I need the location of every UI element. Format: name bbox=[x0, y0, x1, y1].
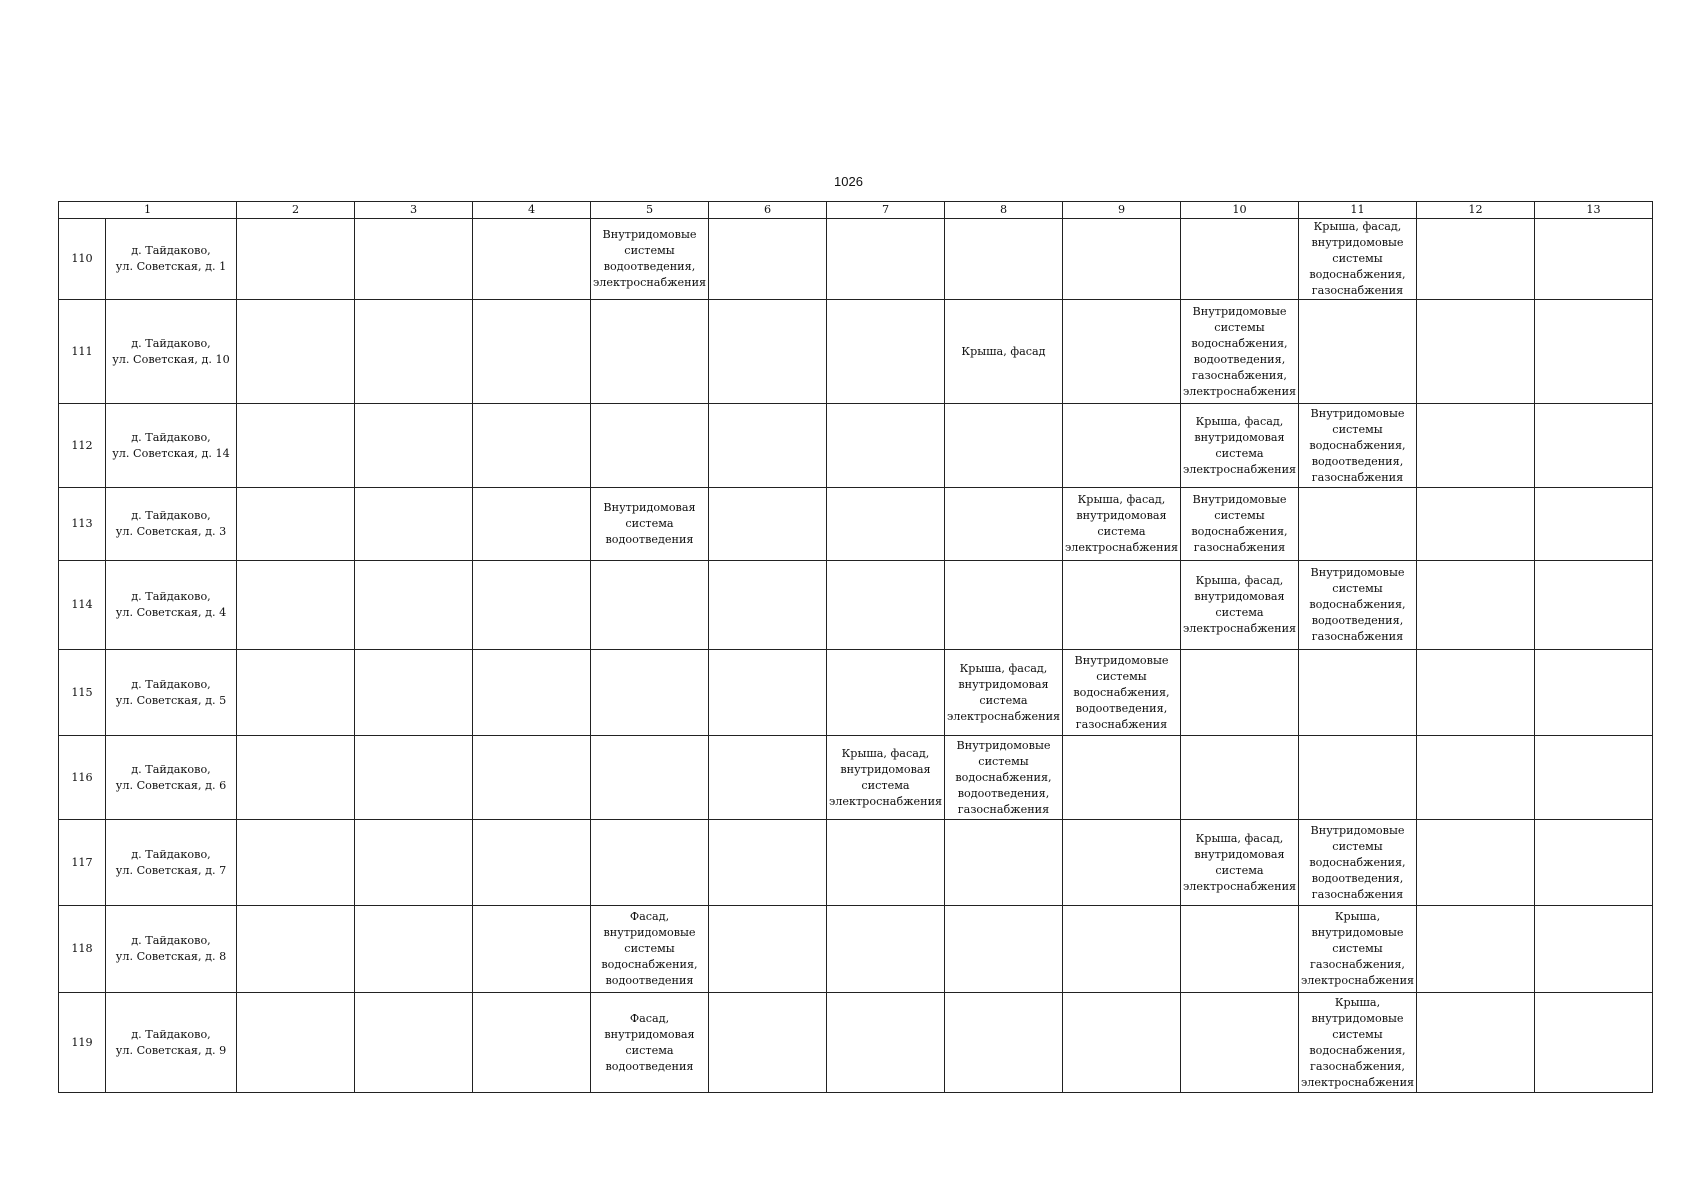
work-cell: Крыша, внутридомовые системы газоснабжения, электроснабжения bbox=[1299, 906, 1417, 993]
work-cell bbox=[1181, 736, 1299, 820]
work-cell bbox=[1181, 650, 1299, 736]
work-cell bbox=[473, 300, 591, 404]
work-cell bbox=[709, 820, 827, 906]
address-cell: д. Тайдаково, ул. Советская, д. 8 bbox=[106, 906, 237, 993]
table-row bbox=[59, 993, 1653, 1093]
work-cell bbox=[945, 820, 1063, 906]
address-cell: д. Тайдаково, ул. Советская, д. 3 bbox=[106, 488, 237, 561]
table-row bbox=[59, 488, 1653, 561]
work-cell bbox=[591, 404, 709, 488]
address-cell: д. Тайдаково, ул. Советская, д. 14 bbox=[106, 404, 237, 488]
work-cell bbox=[473, 993, 591, 1093]
header-cell: 10 bbox=[1181, 202, 1299, 219]
work-cell bbox=[945, 488, 1063, 561]
work-cell bbox=[1417, 404, 1535, 488]
work-cell bbox=[237, 820, 355, 906]
work-cell bbox=[355, 993, 473, 1093]
work-cell bbox=[355, 300, 473, 404]
work-cell: Крыша, фасад, внутридомовая система электроснабжения bbox=[1181, 561, 1299, 650]
work-cell bbox=[473, 906, 591, 993]
header-cell: 12 bbox=[1417, 202, 1535, 219]
work-cell bbox=[1063, 404, 1181, 488]
work-cell bbox=[237, 561, 355, 650]
work-cell bbox=[709, 736, 827, 820]
work-cell: Крыша, фасад, внутридомовая система электроснабжения bbox=[1181, 820, 1299, 906]
work-cell bbox=[827, 561, 945, 650]
table-row bbox=[59, 300, 1653, 404]
row-number: 118 bbox=[59, 906, 106, 993]
work-cell bbox=[355, 736, 473, 820]
work-cell bbox=[1063, 219, 1181, 300]
work-cell bbox=[945, 993, 1063, 1093]
header-cell: 5 bbox=[591, 202, 709, 219]
work-cell bbox=[237, 488, 355, 561]
work-cell bbox=[591, 650, 709, 736]
table-row bbox=[59, 736, 1653, 820]
header-cell: 9 bbox=[1063, 202, 1181, 219]
address-cell: д. Тайдаково, ул. Советская, д. 4 bbox=[106, 561, 237, 650]
work-cell bbox=[1063, 736, 1181, 820]
work-cell bbox=[945, 219, 1063, 300]
row-number: 112 bbox=[59, 404, 106, 488]
row-number: 116 bbox=[59, 736, 106, 820]
work-cell: Крыша, внутридомовые системы водоснабжения, газоснабжения, электроснабжения bbox=[1299, 993, 1417, 1093]
work-cell bbox=[827, 906, 945, 993]
work-cell: Внутридомовые системы водоотведения, электроснабжения bbox=[591, 219, 709, 300]
work-cell bbox=[237, 906, 355, 993]
header-cell: 3 bbox=[355, 202, 473, 219]
work-cell bbox=[827, 404, 945, 488]
work-cell bbox=[827, 488, 945, 561]
work-cell bbox=[1535, 219, 1653, 300]
row-number: 113 bbox=[59, 488, 106, 561]
row-number: 111 bbox=[59, 300, 106, 404]
header-cell: 8 bbox=[945, 202, 1063, 219]
header-cell: 4 bbox=[473, 202, 591, 219]
work-cell bbox=[1417, 906, 1535, 993]
work-cell bbox=[1063, 906, 1181, 993]
row-number: 119 bbox=[59, 993, 106, 1093]
work-cell bbox=[1299, 300, 1417, 404]
work-cell: Крыша, фасад, внутридомовые системы водоснабжения, газоснабжения bbox=[1299, 219, 1417, 300]
work-cell bbox=[1299, 488, 1417, 561]
work-cell bbox=[473, 820, 591, 906]
work-cell bbox=[1535, 300, 1653, 404]
work-cell bbox=[709, 300, 827, 404]
work-cell bbox=[827, 219, 945, 300]
work-cell bbox=[709, 561, 827, 650]
work-cell bbox=[709, 219, 827, 300]
work-cell: Крыша, фасад, внутридомовая система электроснабжения bbox=[1181, 404, 1299, 488]
work-cell bbox=[355, 404, 473, 488]
address-cell: д. Тайдаково, ул. Советская, д. 5 bbox=[106, 650, 237, 736]
work-cell: Внутридомовые системы водоснабжения, водоотведения, газоснабжения, электроснабжения bbox=[1181, 300, 1299, 404]
work-cell: Крыша, фасад, внутридомовая система электроснабжения bbox=[827, 736, 945, 820]
address-cell: д. Тайдаково, ул. Советская, д. 10 bbox=[106, 300, 237, 404]
table-row bbox=[59, 906, 1653, 993]
work-cell bbox=[945, 404, 1063, 488]
work-cell bbox=[355, 650, 473, 736]
work-cell bbox=[473, 219, 591, 300]
table-row bbox=[59, 219, 1653, 300]
work-cell bbox=[237, 300, 355, 404]
work-cell bbox=[473, 404, 591, 488]
table-row bbox=[59, 820, 1653, 906]
header-cell: 7 bbox=[827, 202, 945, 219]
work-cell bbox=[1417, 820, 1535, 906]
work-cell bbox=[473, 650, 591, 736]
header-cell: 2 bbox=[237, 202, 355, 219]
work-cell bbox=[1535, 404, 1653, 488]
work-cell bbox=[945, 561, 1063, 650]
work-cell bbox=[473, 736, 591, 820]
work-cell bbox=[1417, 993, 1535, 1093]
work-cell: Внутридомовые системы водоснабжения, водоотведения, газоснабжения bbox=[1299, 561, 1417, 650]
work-cell bbox=[827, 993, 945, 1093]
header-cell: 6 bbox=[709, 202, 827, 219]
work-cell bbox=[1181, 906, 1299, 993]
work-cell bbox=[709, 488, 827, 561]
work-cell bbox=[827, 300, 945, 404]
work-cell bbox=[355, 906, 473, 993]
table-body bbox=[59, 202, 1653, 1093]
work-cell bbox=[1299, 736, 1417, 820]
data-table bbox=[58, 201, 1653, 1093]
row-number: 114 bbox=[59, 561, 106, 650]
work-cell bbox=[355, 219, 473, 300]
work-cell bbox=[1063, 993, 1181, 1093]
work-cell bbox=[1535, 488, 1653, 561]
work-cell bbox=[709, 906, 827, 993]
work-cell bbox=[1417, 736, 1535, 820]
address-cell: д. Тайдаково, ул. Советская, д. 6 bbox=[106, 736, 237, 820]
work-cell: Внутридомовые системы водоснабжения, водоотведения, газоснабжения bbox=[1299, 820, 1417, 906]
work-cell: Крыша, фасад, внутридомовая система электроснабжения bbox=[945, 650, 1063, 736]
work-cell bbox=[355, 820, 473, 906]
work-cell bbox=[355, 488, 473, 561]
address-cell: д. Тайдаково, ул. Советская, д. 9 bbox=[106, 993, 237, 1093]
work-cell bbox=[827, 820, 945, 906]
work-cell bbox=[1299, 650, 1417, 736]
work-cell bbox=[591, 300, 709, 404]
work-cell bbox=[1535, 993, 1653, 1093]
header-cell: 1 bbox=[59, 202, 237, 219]
row-number: 117 bbox=[59, 820, 106, 906]
work-cell bbox=[591, 820, 709, 906]
work-cell bbox=[1417, 300, 1535, 404]
work-cell bbox=[1417, 650, 1535, 736]
work-cell: Внутридомовые системы водоснабжения, водоотведения, газоснабжения bbox=[945, 736, 1063, 820]
work-cell bbox=[709, 993, 827, 1093]
table-row bbox=[59, 404, 1653, 488]
work-cell bbox=[1535, 736, 1653, 820]
work-cell bbox=[237, 219, 355, 300]
work-cell bbox=[1181, 993, 1299, 1093]
page-number: 1026 bbox=[834, 174, 863, 189]
work-cell bbox=[355, 561, 473, 650]
work-cell bbox=[591, 561, 709, 650]
work-cell bbox=[1417, 219, 1535, 300]
header-row bbox=[59, 202, 1653, 219]
work-cell: Фасад, внутридомовые системы водоснабжения, водоотведения bbox=[591, 906, 709, 993]
work-cell: Внутридомовые системы водоснабжения, водоотведения, газоснабжения bbox=[1299, 404, 1417, 488]
work-cell bbox=[237, 650, 355, 736]
header-cell: 13 bbox=[1535, 202, 1653, 219]
work-cell bbox=[1417, 561, 1535, 650]
work-cell bbox=[1535, 650, 1653, 736]
address-cell: д. Тайдаково, ул. Советская, д. 7 bbox=[106, 820, 237, 906]
address-cell: д. Тайдаково, ул. Советская, д. 1 bbox=[106, 219, 237, 300]
work-cell: Внутридомовая система водоотведения bbox=[591, 488, 709, 561]
row-number: 115 bbox=[59, 650, 106, 736]
table-row bbox=[59, 650, 1653, 736]
work-cell bbox=[473, 488, 591, 561]
work-cell bbox=[1063, 561, 1181, 650]
work-cell bbox=[945, 906, 1063, 993]
work-cell bbox=[1417, 488, 1535, 561]
work-cell bbox=[709, 650, 827, 736]
work-cell bbox=[237, 993, 355, 1093]
work-cell bbox=[237, 404, 355, 488]
work-cell: Крыша, фасад, внутридомовая система электроснабжения bbox=[1063, 488, 1181, 561]
work-cell bbox=[1535, 820, 1653, 906]
work-cell bbox=[1535, 561, 1653, 650]
work-cell bbox=[1181, 219, 1299, 300]
work-cell bbox=[827, 650, 945, 736]
header-cell: 11 bbox=[1299, 202, 1417, 219]
work-cell bbox=[237, 736, 355, 820]
work-cell bbox=[709, 404, 827, 488]
table-row bbox=[59, 561, 1653, 650]
work-cell: Фасад, внутридомовая система водоотведения bbox=[591, 993, 709, 1093]
work-cell bbox=[473, 561, 591, 650]
work-cell: Внутридомовые системы водоснабжения, водоотведения, газоснабжения bbox=[1063, 650, 1181, 736]
work-cell bbox=[1063, 300, 1181, 404]
work-cell bbox=[591, 736, 709, 820]
work-cell: Крыша, фасад bbox=[945, 300, 1063, 404]
work-cell: Внутридомовые системы водоснабжения, газоснабжения bbox=[1181, 488, 1299, 561]
work-cell bbox=[1063, 820, 1181, 906]
row-number: 110 bbox=[59, 219, 106, 300]
work-cell bbox=[1535, 906, 1653, 993]
